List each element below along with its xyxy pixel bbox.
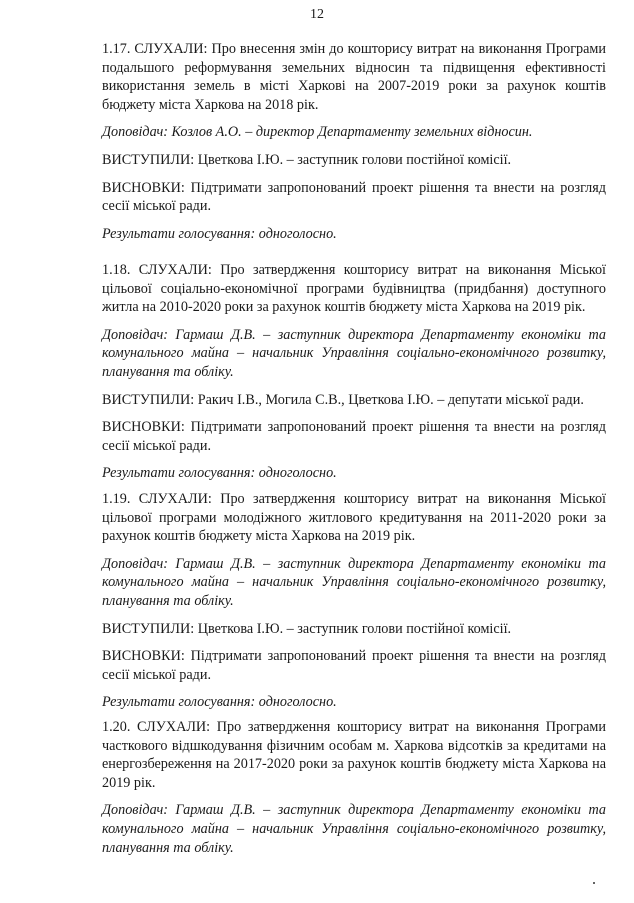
agenda-item-1-18	[102, 261, 606, 492]
agenda-item-1-19	[102, 490, 606, 721]
voting-result: Результати голосування: одноголосно.	[102, 465, 337, 482]
speaker-text: Доповідач: Гармаш Д.В. – заступник директора Департаменту економіки та комунального майна – начальник Управління соціально-економічного розвитку, планування та обліку.	[102, 555, 606, 609]
conclusions-text: ВИСНОВКИ: Підтримати запропонований проект рішення та внести на розгляд сесії міської ради.	[102, 419, 606, 454]
page-number: 12	[310, 7, 324, 22]
spoke-text: ВИСТУПИЛИ: Ракич І.В., Могила С.В., Цветкова І.Ю. – депутати міської ради.	[102, 391, 584, 408]
speaker-text: Доповідач: Козлов А.О. – директор Департаменту земельних відносин.	[102, 124, 533, 141]
conclusions-text: ВИСНОВКИ: Підтримати запропонований проект рішення та внести на розгляд сесії міської ради.	[102, 179, 606, 215]
voting-result: Результати голосування: одноголосно.	[102, 694, 337, 711]
speaker-text: Доповідач: Гармаш Д.В. – заступник директора Департаменту економіки та комунального майна – начальник Управління соціально-економічного розвитку, планування та обліку.	[102, 326, 606, 380]
heard-text: 1.18. СЛУХАЛИ: Про затвердження кошторису витрат на виконання Міської цільової соціально-економічної програми будівництва (придбання) доступного житла на 2010-2020 роки за рахунок коштів бюджету міста Харкова на 2019 рік.	[102, 262, 606, 316]
heard-text: 1.19. СЛУХАЛИ: Про затвердження кошторису витрат на виконання Міської цільової програми молодіжного житлового кредитування на 2011-2020 роки за рахунок коштів бюджету міста Харкова на 2019 рік.	[102, 491, 606, 545]
heard-text: 1.20. СЛУХАЛИ: Про затвердження кошторису витрат на виконання Програми часткового відшкодування фізичним особам м. Харкова відсотків за кредитами на енергозбереження на 2017-2020 роки за рахунок коштів бюджету міста Харкова на 2019 рік.	[102, 719, 606, 791]
spoke-text: ВИСТУПИЛИ: Цветкова І.Ю. – заступник голови постійної комісії.	[102, 151, 512, 168]
spoke-text: ВИСТУПИЛИ: Цветкова І.Ю. – заступник голови постійної комісії.	[102, 620, 512, 637]
speaker-text: Доповідач: Гармаш Д.В. – заступник директора Департаменту економіки та комунального майна – начальник Управління соціально-економічного розвитку, планування та обліку.	[102, 802, 606, 856]
agenda-item-1-20	[102, 718, 606, 866]
voting-result: Результати голосування: одноголосно.	[102, 225, 337, 242]
heard-text: 1.17. СЛУХАЛИ: Про внесення змін до кошторису витрат на виконання Програми подальшого реформування земельних відносин та підвищення ефективності використання земель в місті Харкові на 2007-2019 роки за рахунок коштів бюджету міста Харкова на 2018 рік.	[102, 41, 606, 113]
conclusions-text: ВИСНОВКИ: Підтримати запропонований проект рішення та внести на розгляд сесії міської ради.	[102, 648, 606, 683]
scan-speck	[593, 882, 595, 884]
agenda-item-1-17	[102, 40, 606, 252]
